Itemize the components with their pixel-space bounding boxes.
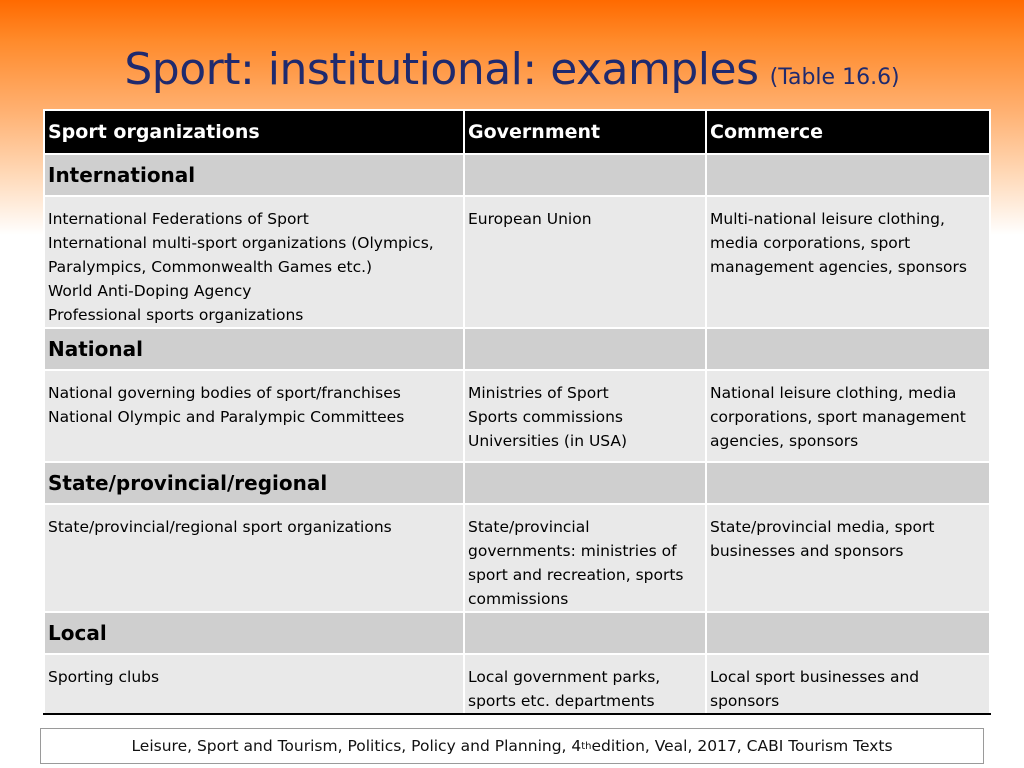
column-header: Government	[464, 110, 706, 154]
commerce-cell	[706, 370, 990, 462]
empty-cell	[706, 154, 990, 196]
cell-line: World Anti-Doping Agency	[48, 282, 252, 300]
commerce-cell	[706, 196, 990, 328]
citation-text-end: edition, Veal, 2017, CABI Tourism Texts	[591, 737, 893, 755]
empty-cell	[706, 612, 990, 654]
table-header-row	[44, 110, 990, 154]
cell-line: International Federations of Sport	[48, 210, 309, 228]
table-row	[44, 370, 990, 462]
section-title: State/provincial/regional	[44, 462, 464, 504]
sport-organizations-cell	[44, 654, 464, 714]
empty-cell	[464, 328, 706, 370]
cell-line: agencies, sponsors	[710, 432, 859, 450]
citation-text: Leisure, Sport and Tourism, Politics, Policy and Planning, 4	[131, 737, 582, 755]
cell-line: media corporations, sport	[710, 234, 911, 252]
cell-line: Ministries of Sport	[468, 384, 609, 402]
cell-line: Local government parks,	[468, 668, 661, 686]
cell-line: sports etc. departments	[468, 692, 655, 710]
table-row	[44, 196, 990, 328]
source-citation	[40, 728, 984, 764]
cell-line: State/provincial/regional sport organizations	[48, 518, 392, 536]
sport-organizations-cell	[44, 196, 464, 328]
cell-line: sponsors	[710, 692, 780, 710]
column-header: Commerce	[706, 110, 990, 154]
cell-line: businesses and sponsors	[710, 542, 904, 560]
cell-line: European Union	[468, 210, 592, 228]
empty-cell	[464, 462, 706, 504]
slide-title-main: Sport: institutional: examples	[124, 44, 759, 95]
section-title: National	[44, 328, 464, 370]
column-header: Sport organizations	[44, 110, 464, 154]
section-title: Local	[44, 612, 464, 654]
empty-cell	[706, 462, 990, 504]
government-cell	[464, 654, 706, 714]
commerce-cell	[706, 654, 990, 714]
cell-line: management agencies, sponsors	[710, 258, 967, 276]
cell-line: governments: ministries of	[468, 542, 677, 560]
sport-organizations-cell	[44, 370, 464, 462]
slide-title-subtitle: (Table 16.6)	[769, 65, 900, 90]
table-row	[44, 504, 990, 612]
government-cell	[464, 196, 706, 328]
cell-line: Local sport businesses and	[710, 668, 920, 686]
section-header-row	[44, 154, 990, 196]
section-header-row	[44, 462, 990, 504]
commerce-cell	[706, 504, 990, 612]
cell-line: State/provincial	[468, 518, 590, 536]
cell-line: National governing bodies of sport/franchises	[48, 384, 401, 402]
section-header-row	[44, 612, 990, 654]
cell-line: Sports commissions	[468, 408, 623, 426]
section-title: International	[44, 154, 464, 196]
slide-title	[0, 44, 1024, 95]
government-cell	[464, 504, 706, 612]
cell-line: National Olympic and Paralympic Committees	[48, 408, 405, 426]
cell-line: Multi-national leisure clothing,	[710, 210, 945, 228]
institutions-table	[43, 109, 991, 715]
cell-line: sport and recreation, sports	[468, 566, 684, 584]
cell-line: Professional sports organizations	[48, 306, 304, 324]
empty-cell	[464, 154, 706, 196]
cell-line: State/provincial media, sport	[710, 518, 935, 536]
cell-line: commissions	[468, 590, 569, 608]
cell-line: International multi-sport organizations (Olympics,	[48, 234, 434, 252]
citation-superscript: th	[581, 740, 592, 752]
cell-line: Paralympics, Commonwealth Games etc.)	[48, 258, 373, 276]
empty-cell	[464, 612, 706, 654]
government-cell	[464, 370, 706, 462]
table-row	[44, 654, 990, 714]
cell-line: corporations, sport management	[710, 408, 966, 426]
sport-organizations-cell	[44, 504, 464, 612]
cell-line: Sporting clubs	[48, 668, 160, 686]
cell-line: National leisure clothing, media	[710, 384, 957, 402]
empty-cell	[706, 328, 990, 370]
section-header-row	[44, 328, 990, 370]
cell-line: Universities (in USA)	[468, 432, 628, 450]
